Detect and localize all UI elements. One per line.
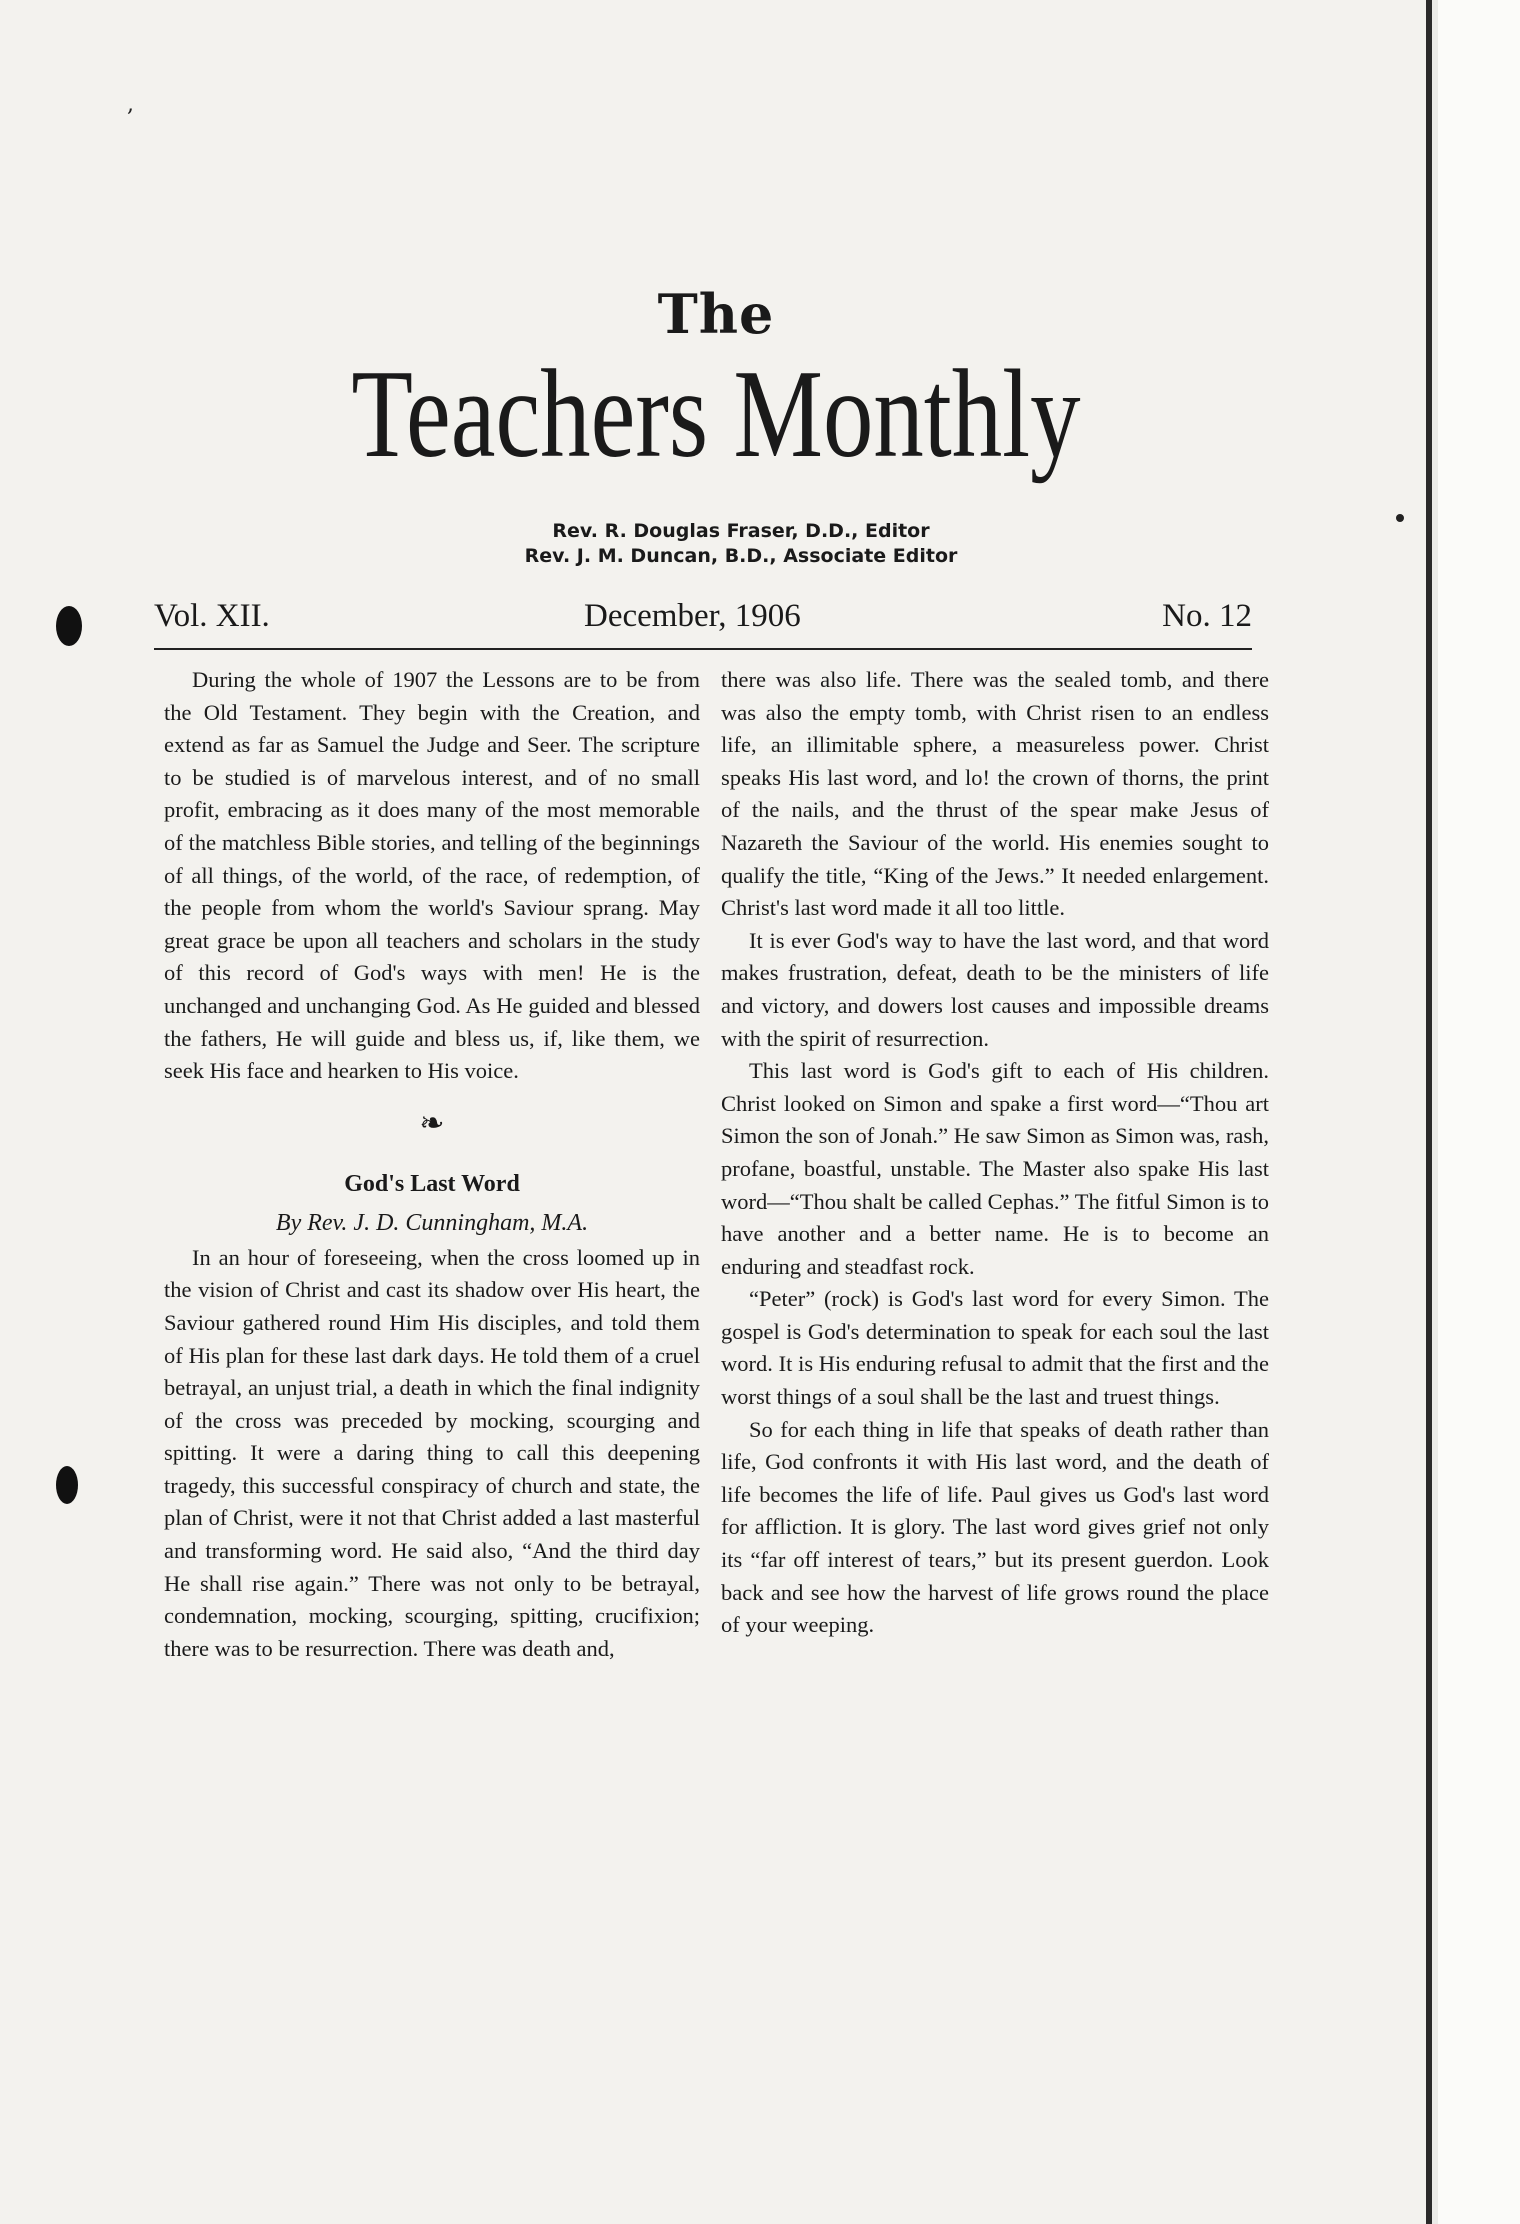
margin-mark: , bbox=[127, 92, 134, 117]
volume-label: Vol. XII. bbox=[154, 598, 270, 634]
article-paragraph: This last word is God's gift to each of His children. Christ looked on Simon and spake a first word—“Thou art Simon the son of Jonah.” He saw Simon as Simon was, rash, profane, boastful, unstable. The Master also spake His last word—“Thou shalt be called Cephas.” The fitful Simon is to have another and a better name. He is to become an enduring and steadfast rock. bbox=[721, 1058, 1269, 1279]
article-paragraph: In an hour of foreseeing, when the cross loomed up in the vision of Christ and cast its shadow over His heart, the Saviour gathered round Him His disciples, and told them of His plan for these last dark days. He told them of a cruel betrayal, an unjust trial, a death in which the final indignity of the cross was preceded by mocking, scourging and spitting. It were a daring thing to call this deepening tragedy, this successful conspiracy of church and state, the plan of Christ, were it not that Christ added a last masterful and transforming word. He said also, “And the third day He shall rise again.” There was not only to be betrayal, condemnation, mocking, scourging, spitting, crucifixion; there was to be resurrection. There was death and, bbox=[164, 1244, 700, 1661]
issue-number: No. 12 bbox=[1162, 598, 1252, 634]
editorial-paragraph: During the whole of 1907 the Lessons are to be from the Old Testament. They begin with the Creation, and extend as far as Samuel the Judge and Seer. The scripture to be studied is of marvelous interest, and of no small profit, embracing as it does many of the most memorable of the matchless Bible stories, and telling of the beginnings of all things, of the world, of the race, of redemption, of the people from whom the world's Saviour sprang. May great grace be upon all teachers and scholars in the study of this record of God's ways with men! He is the unchanged and unchanging God. As He guided and blessed the fathers, He will guide and bless us, if, like them, we seek His face and hearken to His voice. bbox=[164, 667, 700, 1084]
masthead-title: Teachers Monthly bbox=[351, 345, 1081, 484]
editors-block bbox=[0, 519, 1432, 569]
article-paragraph: So for each thing in life that speaks of death rather than life, God confronts it with His last word, and the death of life becomes the life of life. Paul gives us God's last word for affliction. It is glory. The last word gives grief not only its “far off interest of tears,” but its present guerdon. Look back and see how the harvest of life grows round the place of your weeping. bbox=[721, 1416, 1269, 1638]
masthead-the: The bbox=[657, 282, 775, 346]
punch-hole-top bbox=[56, 606, 82, 646]
article-byline: By Rev. J. D. Cunningham, M.A. bbox=[275, 1209, 589, 1236]
associate-editor-line: Rev. J. M. Duncan, B.D., Associate Editor bbox=[524, 545, 958, 567]
editor-line: Rev. R. Douglas Fraser, D.D., Editor bbox=[552, 520, 930, 542]
article-continuation: there was also life. There was the sealed tomb, and there was also the empty tomb, with Christ risen to an endless life, an illimitable sphere, a measureless power. Christ speaks His last word, and lo! the crown of thorns, the print of the nails, and the thrust of the spear make Jesus of Nazareth the Saviour of the world. His enemies sought to qualify the title, “King of the Jews.” It needed enlargement. Christ's last word made it all too little. bbox=[721, 667, 1269, 921]
article-paragraph: “Peter” (rock) is God's last word for every Simon. The gospel is God's determination to speak for each soul the last word. It is His enduring refusal to admit that the first and the worst things of a soul shall be the last and truest things. bbox=[721, 1286, 1269, 1410]
article-paragraph: It is ever God's way to have the last word, and that word makes frustration, defeat, death to be the ministers of life and victory, and dowers lost causes and impossible dreams with the spirit of resurrection. bbox=[721, 927, 1269, 1051]
page-margin-edge bbox=[1438, 0, 1520, 2224]
fleuron-ornament: ❧ bbox=[419, 1106, 445, 1140]
left-column bbox=[164, 664, 700, 1665]
issue-line bbox=[154, 598, 1252, 638]
header-rule bbox=[154, 648, 1252, 650]
right-column bbox=[721, 664, 1269, 1642]
issue-date: December, 1906 bbox=[584, 598, 801, 634]
article-title: God's Last Word bbox=[344, 1170, 520, 1197]
punch-hole-bottom bbox=[56, 1466, 78, 1504]
